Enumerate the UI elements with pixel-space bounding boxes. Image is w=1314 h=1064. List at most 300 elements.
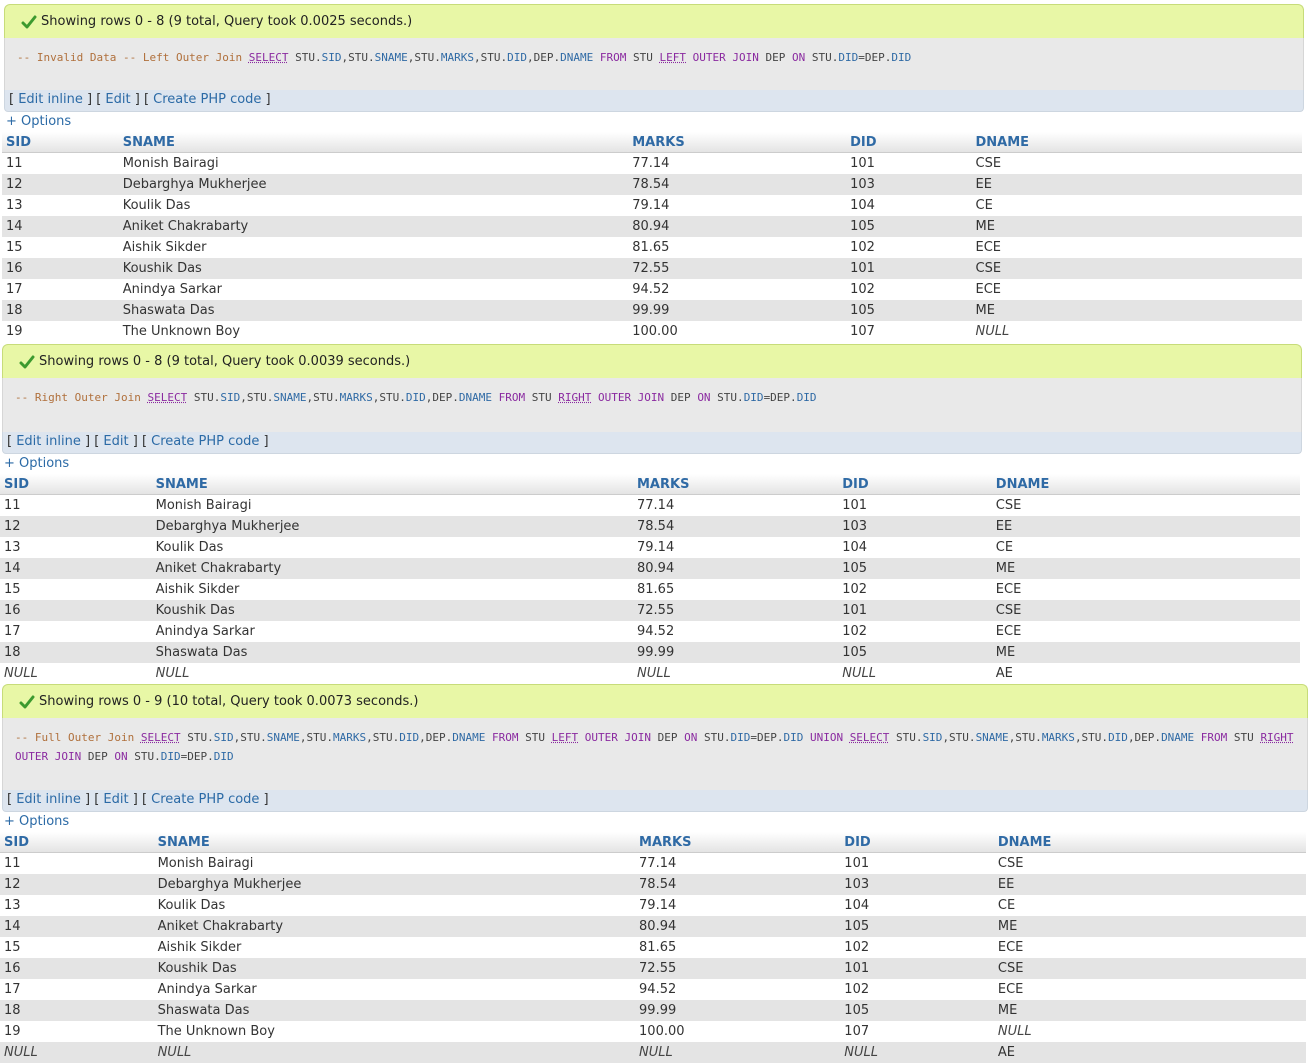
table-cell: 80.94	[635, 916, 840, 937]
table-cell: ME	[992, 642, 1300, 663]
table-row[interactable]	[0, 916, 1306, 937]
create-php-code-link[interactable]: Create PHP code	[151, 434, 260, 449]
table-cell: 80.94	[633, 558, 838, 579]
sql-token: MARKS	[332, 731, 367, 744]
table-row[interactable]	[0, 621, 1300, 642]
table-cell: Anindya Sarkar	[154, 979, 635, 1000]
sql-token: =DEP.	[763, 391, 797, 404]
table-cell: 99.99	[633, 642, 838, 663]
table-cell: Aniket Chakrabarty	[119, 216, 629, 237]
table-cell: CSE	[992, 495, 1300, 517]
table-cell: 14	[0, 558, 152, 579]
column-header-did[interactable]: DID	[840, 832, 994, 853]
sql-token: ,DEP.	[1127, 731, 1162, 744]
sql-token: ON	[684, 731, 698, 744]
table-row[interactable]	[2, 153, 1302, 175]
query-actions: [ Edit inline ] [ Edit ] [ Create PHP code ]	[4, 90, 1304, 112]
table-row[interactable]	[0, 853, 1306, 875]
edit-inline-link[interactable]: Edit inline	[16, 792, 81, 807]
table-row[interactable]	[0, 937, 1306, 958]
create-php-code-link[interactable]: Create PHP code	[151, 792, 260, 807]
table-cell: 100.00	[628, 321, 846, 342]
sql-token: DID	[891, 51, 912, 64]
table-cell: 78.54	[628, 174, 846, 195]
sql-token: DEP	[758, 51, 793, 64]
sql-token: ,DEP.	[419, 731, 453, 744]
table-row[interactable]	[0, 642, 1300, 663]
sql-token: LEFT	[551, 731, 579, 744]
table-cell: 105	[846, 216, 971, 237]
sql-token: ,DEP.	[527, 51, 561, 64]
result-block	[2, 684, 1308, 1063]
table-cell: 11	[0, 495, 152, 517]
sql-token: SNAME	[374, 51, 408, 64]
table-row[interactable]	[0, 1021, 1306, 1042]
table-cell: 12	[0, 516, 152, 537]
table-cell: ME	[972, 216, 1303, 237]
table-cell: ECE	[972, 279, 1303, 300]
edit-inline-link[interactable]: Edit inline	[16, 434, 81, 449]
table-cell: ME	[972, 300, 1303, 321]
column-header-did[interactable]: DID	[838, 474, 992, 495]
table-row[interactable]	[0, 1000, 1306, 1021]
checkmark-icon	[19, 694, 35, 710]
table-cell: 17	[0, 979, 154, 1000]
column-header-sid[interactable]: SID	[2, 132, 119, 153]
column-header-did[interactable]: DID	[846, 132, 971, 153]
edit-link[interactable]: Edit	[105, 92, 131, 107]
table-cell: CSE	[994, 958, 1306, 979]
sql-token: DID	[160, 750, 181, 763]
sql-token: SID	[922, 731, 943, 744]
sql-token: STU.	[697, 731, 731, 744]
sql-token: FROM	[491, 391, 526, 404]
sql-token: DID	[743, 391, 764, 404]
table-cell: 79.14	[633, 537, 838, 558]
sql-token: SID	[213, 731, 234, 744]
table-cell: 105	[838, 642, 992, 663]
sql-token: DID	[405, 391, 426, 404]
sql-token: SELECT	[849, 731, 890, 744]
table-cell: 104	[838, 537, 992, 558]
table-row[interactable]	[2, 216, 1302, 237]
table-cell: 104	[840, 895, 994, 916]
sql-token: ,STU.	[407, 51, 441, 64]
table-cell: NULL	[154, 1042, 635, 1063]
table-cell: CSE	[994, 853, 1306, 875]
sql-token: STU.	[710, 391, 744, 404]
sql-token: ON	[792, 51, 806, 64]
column-header-dname[interactable]: DNAME	[994, 832, 1306, 853]
table-cell: 15	[2, 237, 119, 258]
table-cell: 105	[840, 1000, 994, 1021]
success-message	[4, 4, 1304, 38]
table-header-row	[0, 474, 1300, 495]
sql-token: SELECT	[140, 731, 181, 744]
table-cell: 18	[2, 300, 119, 321]
table-row[interactable]	[0, 579, 1300, 600]
column-header-marks[interactable]: MARKS	[628, 132, 846, 153]
table-cell: 81.65	[628, 237, 846, 258]
table-cell: 104	[846, 195, 971, 216]
table-cell: ECE	[992, 621, 1300, 642]
sql-token: FROM	[593, 51, 627, 64]
table-cell: 15	[0, 579, 152, 600]
table-cell: Debarghya Mukherjee	[152, 516, 633, 537]
sql-token: OUTER JOIN	[591, 391, 665, 404]
sql-token: STU.	[288, 51, 322, 64]
table-cell: 99.99	[635, 1000, 840, 1021]
sql-token: STU.	[805, 51, 839, 64]
sql-token: DEP	[664, 391, 698, 404]
sql-token: STU.	[889, 731, 923, 744]
table-cell: 72.55	[628, 258, 846, 279]
sql-token: RIGHT	[558, 391, 592, 404]
table-cell: 13	[0, 895, 154, 916]
sql-token: OUTER JOIN	[686, 51, 759, 64]
table-cell: Debarghya Mukherjee	[154, 874, 635, 895]
sql-token: STU	[518, 731, 552, 744]
result-block	[2, 344, 1302, 684]
sql-token: ,STU.	[366, 731, 400, 744]
sql-token: DID	[783, 731, 804, 744]
success-message-text: Showing rows 0 - 9 (10 total, Query took 0.0073 seconds.)	[39, 694, 419, 709]
table-cell: 77.14	[635, 853, 840, 875]
sql-token: SNAME	[975, 731, 1009, 744]
table-cell: ECE	[972, 237, 1303, 258]
sql-token: SELECT	[248, 51, 289, 64]
options-toggle[interactable]: + Options	[4, 814, 70, 829]
table-cell: 81.65	[633, 579, 838, 600]
table-cell: Shaswata Das	[154, 1000, 635, 1021]
options-toggle[interactable]: + Options	[4, 456, 70, 471]
table-cell: 18	[0, 642, 152, 663]
sql-token: DEP	[650, 731, 685, 744]
sql-token: STU.	[180, 731, 214, 744]
table-cell: 101	[838, 495, 992, 517]
table-cell: Shaswata Das	[152, 642, 633, 663]
success-message-text: Showing rows 0 - 8 (9 total, Query took 0.0039 seconds.)	[39, 354, 411, 369]
sql-token: DID	[838, 51, 859, 64]
sql-token: ,STU.	[372, 391, 406, 404]
sql-token: ,STU.	[1074, 731, 1109, 744]
query-actions: [ Edit inline ] [ Edit ] [ Create PHP code ]	[2, 790, 1308, 812]
table-cell: Aniket Chakrabarty	[154, 916, 635, 937]
table-cell: 80.94	[628, 216, 846, 237]
sql-token: LEFT	[659, 51, 687, 64]
sql-token: FROM	[485, 731, 519, 744]
sql-token: ,STU.	[942, 731, 976, 744]
table-cell: Aishik Sikder	[119, 237, 629, 258]
results-table	[2, 132, 1302, 342]
table-cell: Aishik Sikder	[154, 937, 635, 958]
sql-token: -- Invalid Data -- Left Outer Join	[17, 51, 249, 64]
sql-token: STU.	[127, 750, 161, 763]
table-cell: 99.99	[628, 300, 846, 321]
table-header-row	[0, 832, 1306, 853]
table-cell: 14	[0, 916, 154, 937]
edit-link[interactable]: Edit	[103, 792, 129, 807]
sql-token: MARKS	[440, 51, 475, 64]
table-cell: 16	[2, 258, 119, 279]
sql-token: DEP	[81, 750, 115, 763]
table-cell: CE	[994, 895, 1306, 916]
table-cell: 101	[840, 853, 994, 875]
column-header-sid[interactable]: SID	[0, 832, 154, 853]
table-cell: 103	[840, 874, 994, 895]
edit-link[interactable]: Edit	[103, 434, 129, 449]
column-header-dname[interactable]: DNAME	[992, 474, 1300, 495]
table-row[interactable]	[0, 516, 1300, 537]
table-cell: 105	[840, 916, 994, 937]
table-cell: NULL	[994, 1021, 1306, 1042]
table-row[interactable]	[0, 874, 1306, 895]
result-block	[4, 4, 1304, 342]
table-cell: ME	[994, 1000, 1306, 1021]
table-row[interactable]	[0, 1042, 1306, 1063]
table-cell: NULL	[840, 1042, 994, 1063]
table-cell: NULL	[633, 663, 838, 684]
column-header-marks[interactable]: MARKS	[633, 474, 838, 495]
table-row[interactable]	[2, 279, 1302, 300]
table-cell: 103	[846, 174, 971, 195]
table-cell: ME	[992, 558, 1300, 579]
table-cell: 101	[846, 258, 971, 279]
table-cell: ECE	[994, 937, 1306, 958]
table-cell: 78.54	[635, 874, 840, 895]
table-cell: 14	[2, 216, 119, 237]
table-cell: 18	[0, 1000, 154, 1021]
table-cell: EE	[992, 516, 1300, 537]
sql-token: ,STU.	[306, 391, 340, 404]
sql-token: DID	[507, 51, 528, 64]
table-cell: NULL	[152, 663, 633, 684]
sql-token: RIGHT	[1260, 731, 1294, 744]
table-cell: Koushik Das	[119, 258, 629, 279]
table-cell: EE	[994, 874, 1306, 895]
table-cell: 102	[846, 237, 971, 258]
sql-token: FROM	[1194, 731, 1228, 744]
table-row[interactable]	[2, 237, 1302, 258]
table-cell: CSE	[972, 258, 1303, 279]
table-cell: Koushik Das	[152, 600, 633, 621]
table-cell: NULL	[838, 663, 992, 684]
table-cell: 107	[846, 321, 971, 342]
table-cell: Aniket Chakrabarty	[152, 558, 633, 579]
sql-token: SID	[321, 51, 342, 64]
sql-token: ,STU.	[341, 51, 375, 64]
sql-token: ,STU.	[233, 731, 267, 744]
sql-token: ON	[114, 750, 128, 763]
table-cell: ECE	[994, 979, 1306, 1000]
table-cell: 16	[0, 600, 152, 621]
table-row[interactable]	[0, 895, 1306, 916]
sql-token: ,STU.	[299, 731, 333, 744]
sql-query	[2, 718, 1308, 790]
column-header-sname[interactable]: SNAME	[119, 132, 629, 153]
table-cell: CE	[992, 537, 1300, 558]
table-cell: 94.52	[633, 621, 838, 642]
sql-token: DID	[1108, 731, 1128, 744]
sql-token: DNAME	[1161, 731, 1195, 744]
table-row[interactable]	[0, 979, 1306, 1000]
table-cell: Anindya Sarkar	[152, 621, 633, 642]
table-cell: Aishik Sikder	[152, 579, 633, 600]
edit-inline-link[interactable]: Edit inline	[18, 92, 83, 107]
table-cell: 11	[2, 153, 119, 175]
sql-token: OUTER JOIN	[578, 731, 651, 744]
sql-token: -- Right Outer Join	[15, 391, 148, 404]
sql-token: DID	[730, 731, 751, 744]
table-cell: 101	[838, 600, 992, 621]
table-cell: 105	[846, 300, 971, 321]
table-cell: ECE	[992, 579, 1300, 600]
table-cell: Shaswata Das	[119, 300, 629, 321]
sql-token: STU	[626, 51, 660, 64]
table-row[interactable]	[2, 258, 1302, 279]
sql-token: STU	[525, 391, 559, 404]
table-row[interactable]	[0, 558, 1300, 579]
success-message	[2, 344, 1302, 378]
table-cell: 13	[0, 537, 152, 558]
table-cell: The Unknown Boy	[154, 1021, 635, 1042]
sql-token: DNAME	[560, 51, 594, 64]
sql-token: ON	[697, 391, 711, 404]
table-cell: 15	[0, 937, 154, 958]
table-cell: 77.14	[633, 495, 838, 517]
table-cell: Koushik Das	[154, 958, 635, 979]
options-toggle[interactable]: + Options	[6, 114, 72, 129]
table-cell: 16	[0, 958, 154, 979]
table-cell: 102	[846, 279, 971, 300]
table-cell: Anindya Sarkar	[119, 279, 629, 300]
sql-token: MARKS	[1041, 731, 1075, 744]
create-php-code-link[interactable]: Create PHP code	[153, 92, 262, 107]
table-cell: Monish Bairagi	[154, 853, 635, 875]
query-actions: [ Edit inline ] [ Edit ] [ Create PHP code ]	[2, 432, 1302, 454]
table-cell: 17	[2, 279, 119, 300]
table-cell: 100.00	[635, 1021, 840, 1042]
table-cell: 72.55	[633, 600, 838, 621]
table-cell: NULL	[0, 663, 152, 684]
table-cell: Monish Bairagi	[119, 153, 629, 175]
table-cell: 105	[838, 558, 992, 579]
table-cell: ME	[994, 916, 1306, 937]
table-cell: Koulik Das	[154, 895, 635, 916]
table-cell: NULL	[0, 1042, 154, 1063]
table-cell: NULL	[972, 321, 1303, 342]
table-cell: 17	[0, 621, 152, 642]
table-cell: Debarghya Mukherjee	[119, 174, 629, 195]
table-cell: CSE	[992, 600, 1300, 621]
table-cell: 94.52	[635, 979, 840, 1000]
table-row[interactable]	[0, 537, 1300, 558]
table-cell: 103	[838, 516, 992, 537]
table-cell: 79.14	[628, 195, 846, 216]
results-table	[0, 832, 1306, 1063]
table-cell: Koulik Das	[119, 195, 629, 216]
table-cell: 78.54	[633, 516, 838, 537]
sql-token: =DEP.	[750, 731, 784, 744]
table-row[interactable]	[0, 495, 1300, 517]
table-cell: 101	[840, 958, 994, 979]
table-cell: EE	[972, 174, 1303, 195]
table-row[interactable]	[2, 174, 1302, 195]
sql-token: SNAME	[266, 731, 300, 744]
table-cell: 94.52	[628, 279, 846, 300]
table-cell: CSE	[972, 153, 1303, 175]
table-cell: 72.55	[635, 958, 840, 979]
sql-token: DNAME	[458, 391, 492, 404]
table-cell: 13	[2, 195, 119, 216]
sql-token: SELECT	[147, 391, 188, 404]
column-header-dname[interactable]: DNAME	[972, 132, 1303, 153]
table-row[interactable]	[2, 321, 1302, 342]
table-cell: 102	[840, 937, 994, 958]
sql-token: ,STU.	[1008, 731, 1042, 744]
sql-token: DID	[796, 391, 817, 404]
table-row[interactable]	[0, 600, 1300, 621]
sql-token: DID	[399, 731, 420, 744]
table-cell: NULL	[635, 1042, 840, 1063]
sql-query	[2, 378, 1302, 432]
table-row[interactable]	[2, 195, 1302, 216]
table-row[interactable]	[0, 958, 1306, 979]
column-header-marks[interactable]: MARKS	[635, 832, 840, 853]
sql-token: STU	[1227, 731, 1261, 744]
column-header-sname[interactable]: SNAME	[154, 832, 635, 853]
checkmark-icon	[19, 354, 35, 370]
sql-token: DNAME	[452, 731, 486, 744]
sql-token: ,STU.	[240, 391, 274, 404]
table-cell: 81.65	[635, 937, 840, 958]
table-row[interactable]	[2, 300, 1302, 321]
table-cell: 12	[0, 874, 154, 895]
column-header-sid[interactable]: SID	[0, 474, 152, 495]
checkmark-icon	[21, 14, 37, 30]
results-table	[0, 474, 1300, 684]
success-message	[2, 684, 1308, 718]
table-cell: 102	[838, 621, 992, 642]
sql-token: SID	[220, 391, 241, 404]
sql-token: DID	[213, 750, 234, 763]
table-cell: Monish Bairagi	[152, 495, 633, 517]
sql-token: UNION	[803, 731, 850, 744]
table-cell: 101	[846, 153, 971, 175]
sql-token: SNAME	[273, 391, 307, 404]
table-cell: 79.14	[635, 895, 840, 916]
table-cell: The Unknown Boy	[119, 321, 629, 342]
table-cell: Koulik Das	[152, 537, 633, 558]
sql-token: OUTER JOIN	[15, 750, 82, 763]
sql-token: ,DEP.	[425, 391, 459, 404]
sql-token: =DEP.	[858, 51, 892, 64]
table-cell: 11	[0, 853, 154, 875]
sql-token: =DEP.	[180, 750, 214, 763]
table-cell: CE	[972, 195, 1303, 216]
sql-token: STU.	[187, 391, 221, 404]
sql-query	[4, 38, 1304, 90]
table-cell: 107	[840, 1021, 994, 1042]
sql-token: -- Full Outer Join	[15, 731, 141, 744]
table-cell: 19	[0, 1021, 154, 1042]
sql-token: MARKS	[339, 391, 373, 404]
table-cell: AE	[994, 1042, 1306, 1063]
table-cell: 12	[2, 174, 119, 195]
table-row[interactable]	[0, 663, 1300, 684]
column-header-sname[interactable]: SNAME	[152, 474, 633, 495]
sql-token: ,STU.	[474, 51, 508, 64]
